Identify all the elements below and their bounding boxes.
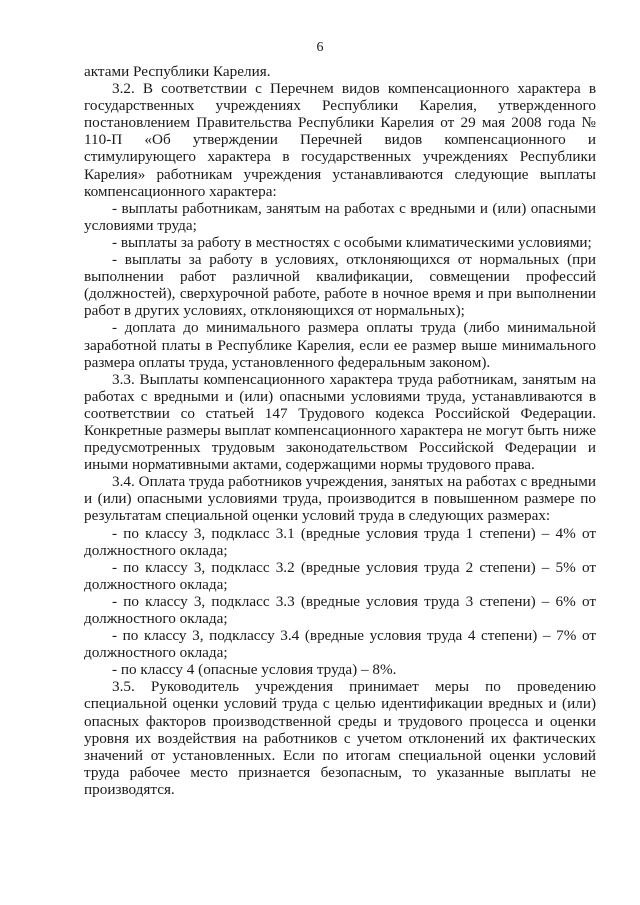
list-item-class-3-1: - по классу 3, подкласс 3.1 (вредные условия труда 1 степени) – 4% от должностного оклада; xyxy=(84,524,596,559)
list-item-class-4: - по классу 4 (опасные условия труда) – 8%. xyxy=(112,661,397,679)
paragraph-3-4: 3.4. Оплата труда работников учреждения, занятых на работах с вредными и (или) опасными условиями труда, производится в повышенном размере по результатам специальной оценки условий труда в следующих размерах: xyxy=(84,473,596,525)
paragraph-continuation: актами Республики Карелия. xyxy=(84,63,271,80)
page-number: 6 xyxy=(316,40,324,55)
list-item-harmful-conditions: - выплаты работникам, занятым на работах с вредными и (или) опасными условиями труда; xyxy=(84,199,596,234)
list-item-class-3-2: - по классу 3, подкласс 3.2 (вредные условия труда 2 степени) – 5% от должностного оклада; xyxy=(84,558,596,593)
list-item-climatic-conditions: - выплаты за работу в местностях с особыми климатическими условиями; xyxy=(112,233,592,251)
paragraph-3-3: 3.3. Выплаты компенсационного характера труда работникам, занятым на работах с вредными и (или) опасными условиями труда, устанавливаются в соответствии со статьей 147 Трудового кодекса Российской Федерации. Конкретные размеры выплат компенсационного характера не могут быть ниже предусмотренных трудовым законодательством Российской Федерации и иными нормативными актами, содержащими нормы трудового права. xyxy=(84,370,596,474)
list-item-class-3-4: - по классу 3, подклассу 3.4 (вредные условия труда 4 степени) – 7% от должностного оклада; xyxy=(84,627,596,662)
list-item-class-3-3: - по классу 3, подкласс 3.3 (вредные условия труда 3 степени) – 6% от должностного оклада; xyxy=(84,592,596,627)
paragraph-3-5: 3.5. Руководитель учреждения принимает меры по проведению специальной оценки условий труда с целью идентификации вредных и (или) опасных факторов производственной среды и трудового процесса и оценки уровня их воздействия на работников с учетом отклонений их фактических значений от установленных. Если по итогам специальной оценки условий труда рабочее место признается безопасным, то указанные выплаты не производятся. xyxy=(84,678,596,798)
list-item-minimum-wage: - доплата до минимального размера оплаты труда (либо минимальной заработной платы в Республике Карелия, если ее размер выше минимального размера оплаты труда, установленного федеральным законом). xyxy=(84,319,596,371)
paragraph-3-2: 3.2. В соответствии с Перечнем видов компенсационного характера в государственных учреждениях Республики Карелия, утвержденного постановлением Правительства Республики Карелия от 29 мая 2008 года № 110-П «Об утверждении Перечней видов компенсационного и стимулирующего характера в государственных учреждениях Республики Карелия» работникам учреждения устанавливаются следующие выплаты компенсационного характера: xyxy=(84,80,596,200)
document-body xyxy=(84,63,596,798)
list-item-abnormal-conditions: - выплаты за работу в условиях, отклоняющихся от нормальных (при выполнении работ различной квалификации, совмещении профессий (должностей), сверхурочной работе, работе в ночное время и при выполнении работ в других условиях, отклоняющихся от нормальных); xyxy=(84,251,596,320)
